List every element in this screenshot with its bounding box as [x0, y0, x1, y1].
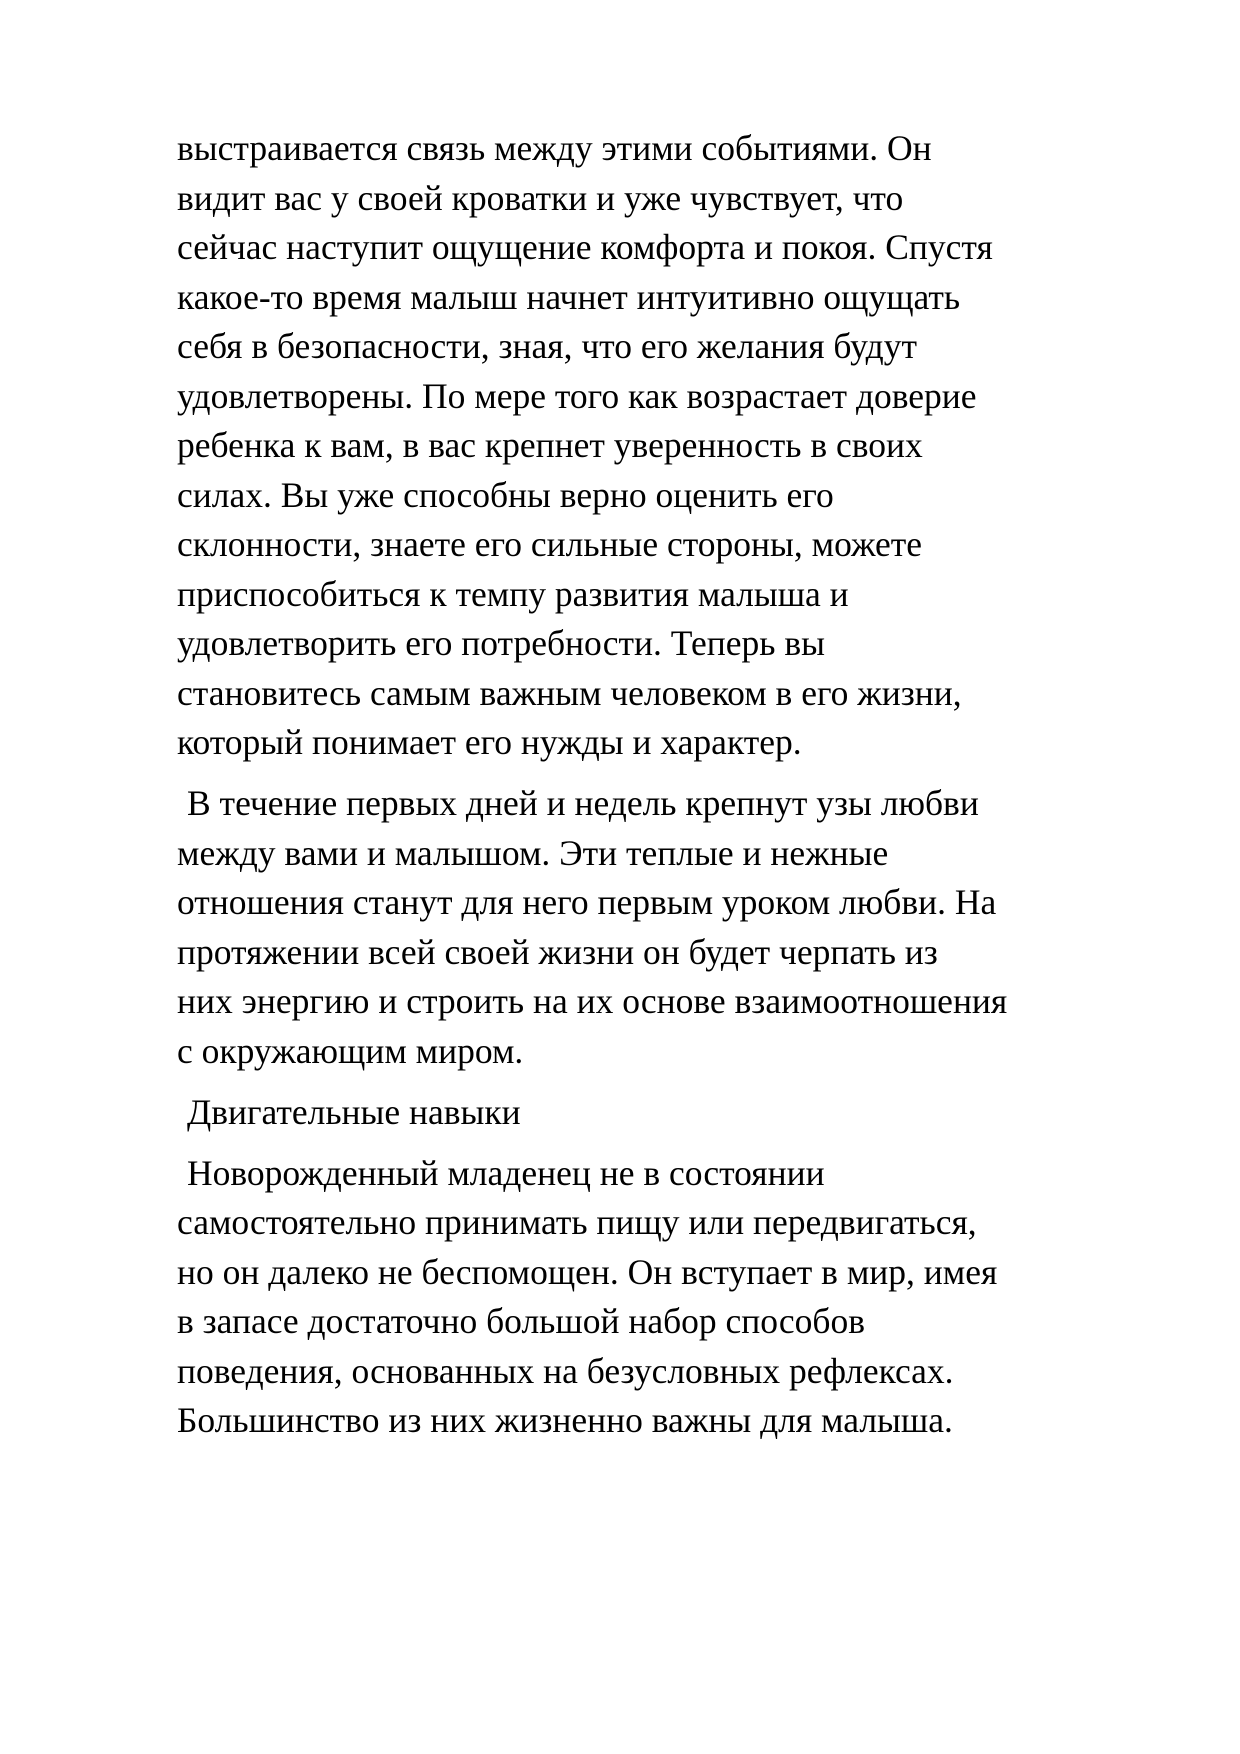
text-line: протяжении всей своей жизни он будет черпать из — [177, 931, 938, 972]
text-line: ребенка к вам, в вас крепнет уверенность в своих — [177, 425, 923, 465]
paragraph-3 — [177, 1149, 1177, 1446]
text-line: который понимает его нужды и характер. — [177, 722, 802, 762]
section-heading — [177, 1088, 1177, 1138]
text-line: становитесь самым важным человеком в его жизни, — [177, 672, 962, 713]
text-line: сейчас наступит ощущение комфорта и покоя. Спустя — [177, 227, 993, 267]
paragraph-1 — [177, 124, 1177, 768]
text-line: Новорожденный младенец не в состоянии — [187, 1152, 825, 1193]
text-line: с окружающим миром. — [177, 1030, 524, 1071]
text-line: удовлетворить его потребности. Теперь вы — [177, 623, 825, 663]
text-line: них энергию и строить на их основе взаимоотношения — [177, 981, 1008, 1021]
text-line: удовлетворены. По мере того как возрастает доверие — [177, 375, 977, 416]
text-line: приспособиться к темпу развития малыша и — [177, 573, 849, 614]
text-line: отношения станут для него первым уроком любви. На — [177, 882, 997, 922]
text-line: В течение первых дней и недель крепнут узы любви — [187, 783, 979, 823]
page-body-text — [177, 124, 1177, 1457]
text-line: самостоятельно принимать пищу или передвигаться, — [177, 1202, 977, 1242]
text-line: выстраивается связь между этими событиями. Он — [177, 128, 932, 168]
text-line: себя в безопасности, зная, что его желания будут — [177, 326, 917, 366]
text-line: Большинство из них жизненно важны для малыша. — [177, 1400, 953, 1440]
text-line: поведения, основанных на безусловных рефлексах. — [177, 1350, 954, 1391]
text-line: между вами и малышом. Эти теплые и нежные — [177, 832, 889, 873]
text-line: склонности, знаете его сильные стороны, можете — [177, 524, 923, 564]
text-line: силах. Вы уже способны верно оценить его — [177, 474, 834, 515]
text-line: какое-то время малыш начнет интуитивно ощущать — [177, 276, 961, 317]
text-line: видит вас у своей кроватки и уже чувствует, что — [177, 177, 904, 218]
text-line: но он далеко не беспомощен. Он вступает в мир, имея — [177, 1251, 998, 1292]
paragraph-2 — [177, 779, 1177, 1076]
text-line: в запасе достаточно большой набор способов — [177, 1301, 865, 1341]
heading-text: Двигательные навыки — [187, 1091, 521, 1132]
